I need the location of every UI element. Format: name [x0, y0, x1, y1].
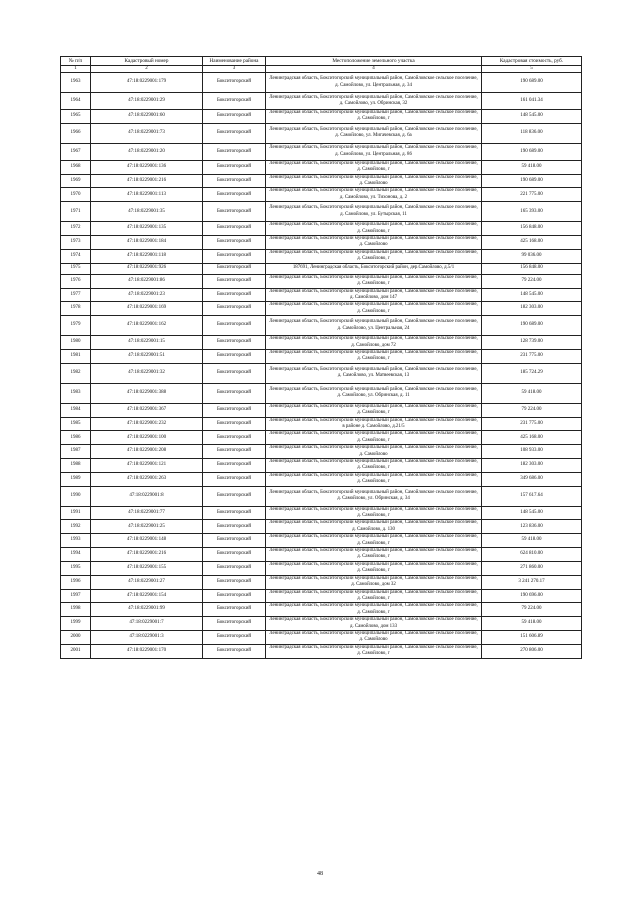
- district-name: Бокситогорский: [203, 236, 266, 250]
- district-name: Бокситогорский: [203, 263, 266, 274]
- land-location: Ленинградская область, Бокситогорский муниципальный район, Самойловское сельское поселение, д. Самойлово, г: [266, 534, 482, 548]
- row-number: 1988: [61, 459, 91, 473]
- row-number: 1968: [61, 160, 91, 174]
- row-number: 1972: [61, 222, 91, 236]
- cadastral-value: 156 848.00: [482, 222, 582, 236]
- table-row: [61, 506, 582, 520]
- table-row: [61, 630, 582, 644]
- land-location: Ленинградская область, Бокситогорский муниципальный район, Самойловское сельское поселение, д. Самойлово, г: [266, 110, 482, 124]
- table-row: [61, 417, 582, 431]
- cadastral-number: 47:18:0229001:162: [91, 316, 203, 336]
- cadastral-value: 182 303.00: [482, 459, 582, 473]
- land-location: Ленинградская область, Бокситогорский муниципальный район, Самойловское сельское поселение, д. Самойлово: [266, 174, 482, 188]
- cadastral-value: 99 036.00: [482, 249, 582, 263]
- row-number: 1969: [61, 174, 91, 188]
- row-number: 1967: [61, 143, 91, 160]
- cadastral-number: 47:18:0229001:25: [91, 520, 203, 534]
- table-row: [61, 143, 582, 160]
- cadastral-value: 118 836.00: [482, 123, 582, 143]
- row-number: 1997: [61, 589, 91, 603]
- land-location: Ленинградская область, Бокситогорский муниципальный район, Самойловское сельское поселение, д. Самойлово, ул. Мигачевская, д. 6а: [266, 123, 482, 143]
- cadastral-value: 270 806.00: [482, 644, 582, 658]
- cadastral-value: 79 224.00: [482, 603, 582, 617]
- table-row: [61, 302, 582, 316]
- cadastral-number: 47:18:0229001:73: [91, 123, 203, 143]
- cadastral-value: 425 168.00: [482, 236, 582, 250]
- table-row: [61, 288, 582, 302]
- row-number: 1963: [61, 73, 91, 93]
- land-location: Ленинградская область, Бокситогорский муниципальный район, Самойловское сельское поселение, д. Самойлово, г: [266, 589, 482, 603]
- land-location: Ленинградская область, Бокситогорский муниципальный район, Самойловское сельское поселение, д. Самойлово, г: [266, 644, 482, 658]
- cadastral-value: 425 168.00: [482, 431, 582, 445]
- land-location: Ленинградская область, Бокситогорский муниципальный район, Самойловское сельское поселение, д. Самойлово, ул. Тихонова, д. 2: [266, 188, 482, 202]
- row-number: 1992: [61, 520, 91, 534]
- row-number: 1964: [61, 93, 91, 110]
- land-location: Ленинградская область, Бокситогорский муниципальный район, Самойловское сельское поселение, д. Самойлово, г: [266, 603, 482, 617]
- cadastral-number: 47:18:0229001:926: [91, 263, 203, 274]
- cadastral-value: 190 696.00: [482, 589, 582, 603]
- table-row: [61, 274, 582, 288]
- cadastral-number: 47:18:0229001:77: [91, 506, 203, 520]
- row-number: 1996: [61, 575, 91, 589]
- cadastral-number: 47:18:0229001:60: [91, 110, 203, 124]
- cadastral-value: 157 617.64: [482, 486, 582, 506]
- cadastral-number: 47:18:0229001:8: [91, 486, 203, 506]
- cadastral-number: 47:18:0229001:29: [91, 93, 203, 110]
- cadastral-value: 123 836.00: [482, 520, 582, 534]
- cadastral-number: 47:18:0229001:51: [91, 349, 203, 363]
- district-name: Бокситогорский: [203, 93, 266, 110]
- district-name: Бокситогорский: [203, 520, 266, 534]
- cadastral-value: 151 606.89: [482, 630, 582, 644]
- row-number: 1973: [61, 236, 91, 250]
- district-name: Бокситогорский: [203, 383, 266, 403]
- land-location: Ленинградская область, Бокситогорский муниципальный район, Самойловское сельское поселение, д. Самойлово, д. 130: [266, 520, 482, 534]
- cadastral-value: 108 933.00: [482, 445, 582, 459]
- table-row: [61, 561, 582, 575]
- district-name: Бокситогорский: [203, 561, 266, 575]
- row-number: 1995: [61, 561, 91, 575]
- cadastral-number: 47:18:0229001:148: [91, 534, 203, 548]
- land-location: Ленинградская область, Бокситогорский муниципальный район, Самойловское сельское поселение, д. Самойлово: [266, 236, 482, 250]
- table-body: [61, 73, 582, 659]
- row-number: 1999: [61, 617, 91, 631]
- table-row: [61, 445, 582, 459]
- table-header: [61, 57, 582, 73]
- row-number: 1991: [61, 506, 91, 520]
- table-row: [61, 383, 582, 403]
- table-row: [61, 403, 582, 417]
- cadastral-value: 190 689.00: [482, 316, 582, 336]
- row-number: 2000: [61, 630, 91, 644]
- row-number: 1986: [61, 431, 91, 445]
- table-row: [61, 202, 582, 222]
- header-colnum-3: 3: [203, 66, 266, 73]
- district-name: Бокситогорский: [203, 603, 266, 617]
- cadastral-number: 47:18:0229001:86: [91, 274, 203, 288]
- row-number: 1970: [61, 188, 91, 202]
- cadastral-value: 3 241 270.17: [482, 575, 582, 589]
- land-location: Ленинградская область, Бокситогорский муниципальный район, Самойловское сельское поселение, д. Самойлово, г: [266, 160, 482, 174]
- table-row: [61, 174, 582, 188]
- table-row: [61, 110, 582, 124]
- header-cadastral: Кадастровый номер: [91, 57, 203, 66]
- district-name: Бокситогорский: [203, 349, 266, 363]
- row-number: 1984: [61, 403, 91, 417]
- row-number: 2001: [61, 644, 91, 658]
- district-name: Бокситогорский: [203, 548, 266, 562]
- district-name: Бокситогорский: [203, 486, 266, 506]
- land-location: Ленинградская область, Бокситогорский муниципальный район, Самойловское сельское поселение, д. Самойлово, ул. Обринская, д. 11: [266, 383, 482, 403]
- land-location: Ленинградская область, Бокситогорский муниципальный район, Самойловское сельское поселение, д. Самойлово, ул. Центральная, д. 86: [266, 143, 482, 160]
- district-name: Бокситогорский: [203, 630, 266, 644]
- table-row: [61, 222, 582, 236]
- cadastral-value: 221 775.00: [482, 188, 582, 202]
- cadastral-number: 47:18:0229001:100: [91, 431, 203, 445]
- table-row: [61, 316, 582, 336]
- district-name: Бокситогорский: [203, 472, 266, 486]
- district-name: Бокситогорский: [203, 417, 266, 431]
- cadastral-value: 624 810.00: [482, 548, 582, 562]
- header-location: Местоположение земельного участка: [266, 57, 482, 66]
- row-number: 1989: [61, 472, 91, 486]
- table-row: [61, 575, 582, 589]
- row-number: 1982: [61, 363, 91, 383]
- land-location: Ленинградская область, Бокситогорский муниципальный район, Самойловское сельское поселение, д. Самойлово, ул. Центральная, 24: [266, 316, 482, 336]
- row-number: 1977: [61, 288, 91, 302]
- table-row: [61, 363, 582, 383]
- cadastral-value: 349 686.00: [482, 472, 582, 486]
- cadastral-number: 47:18:0229001:121: [91, 459, 203, 473]
- district-name: Бокситогорский: [203, 249, 266, 263]
- cadastral-number: 47:18:0229001:113: [91, 188, 203, 202]
- land-location: Ленинградская область, Бокситогорский муниципальный район, Самойловское сельское поселение, д. Самойлово, г: [266, 403, 482, 417]
- cadastral-number: 47:18:0229001:118: [91, 249, 203, 263]
- table-row: [61, 349, 582, 363]
- land-location: Ленинградская область, Бокситогорский муниципальный район, Самойловское сельское поселение, д. Самойлово, г: [266, 506, 482, 520]
- district-name: Бокситогорский: [203, 123, 266, 143]
- land-location: Ленинградская область, Бокситогорский муниципальный район, Самойловское сельское поселение, д. Самойлово, ул. Обринская, д. 34: [266, 486, 482, 506]
- land-location: Ленинградская область, Бокситогорский муниципальный район, Самойловское сельское поселение, д. Самойлово, дом 72: [266, 336, 482, 350]
- header-colnum-2: 2: [91, 66, 203, 73]
- land-location: Ленинградская область, Бокситогорский муниципальный район, Самойловское сельское поселение, д. Самойлово, ул. Матвеевская, 13: [266, 363, 482, 383]
- district-name: Бокситогорский: [203, 288, 266, 302]
- cadastral-value: 79 224.00: [482, 403, 582, 417]
- district-name: Бокситогорский: [203, 445, 266, 459]
- cadastral-number: 47:18:0229001:27: [91, 575, 203, 589]
- land-location: Ленинградская область, Бокситогорский муниципальный район, Самойловское сельское поселение, д. Самойлово, дом 32: [266, 575, 482, 589]
- land-location: Ленинградская область, Бокситогорский муниципальный район, Самойловское сельское поселение, д. Самойлово, г: [266, 349, 482, 363]
- district-name: Бокситогорский: [203, 316, 266, 336]
- land-location: Ленинградская область, Бокситогорский муниципальный район, Самойловское сельское поселение, д. Самойлово, г: [266, 222, 482, 236]
- row-number: 1974: [61, 249, 91, 263]
- land-location: 187691, Ленинградская область, Бокситогорский район, дер.Самойлово, д.5/1: [266, 263, 482, 274]
- land-location: Ленинградская область, Бокситогорский муниципальный район, Самойловское сельское поселение, в районе д. Самойлово, д.21/5: [266, 417, 482, 431]
- district-name: Бокситогорский: [203, 644, 266, 658]
- district-name: Бокситогорский: [203, 202, 266, 222]
- district-name: Бокситогорский: [203, 363, 266, 383]
- table-row: [61, 534, 582, 548]
- header-colnum-4: 4: [266, 66, 482, 73]
- cadastral-number: 47:18:0229001:3: [91, 630, 203, 644]
- document-page: [60, 56, 581, 659]
- cadastral-number: 47:18:0229001:208: [91, 445, 203, 459]
- district-name: Бокситогорский: [203, 431, 266, 445]
- table-row: [61, 160, 582, 174]
- district-name: Бокситогорский: [203, 73, 266, 93]
- cadastral-number: 47:18:0229001:367: [91, 403, 203, 417]
- land-location: Ленинградская область, Бокситогорский муниципальный район, Самойловское сельское поселение, д. Самойлово, ул. Бутырская, 11: [266, 202, 482, 222]
- row-number: 1994: [61, 548, 91, 562]
- land-location: Ленинградская область, Бокситогорский муниципальный район, Самойловское сельское поселение, д. Самойлово, г: [266, 472, 482, 486]
- header-district: Наименование района: [203, 57, 266, 66]
- district-name: Бокситогорский: [203, 534, 266, 548]
- row-number: 1975: [61, 263, 91, 274]
- cadastral-number: 47:18:0229001:154: [91, 589, 203, 603]
- district-name: Бокситогорский: [203, 222, 266, 236]
- cadastral-number: 47:18:0229001:7: [91, 617, 203, 631]
- land-location: Ленинградская область, Бокситогорский муниципальный район, Самойловское сельское поселение, д. Самойлово: [266, 630, 482, 644]
- row-number: 1985: [61, 417, 91, 431]
- land-location: Ленинградская область, Бокситогорский муниципальный район, Самойловское сельское поселение, д. Самойлово, г: [266, 274, 482, 288]
- header-value: Кадастровая стоимость, руб.: [482, 57, 582, 66]
- row-number: 1971: [61, 202, 91, 222]
- cadastral-value: 59 418.00: [482, 160, 582, 174]
- table-row: [61, 123, 582, 143]
- cadastral-value: 271 860.00: [482, 561, 582, 575]
- cadastral-table: [60, 56, 582, 659]
- cadastral-number: 47:18:0229001:263: [91, 472, 203, 486]
- district-name: Бокситогорский: [203, 188, 266, 202]
- table-row: [61, 520, 582, 534]
- table-row: [61, 249, 582, 263]
- row-number: 1998: [61, 603, 91, 617]
- row-number: 1976: [61, 274, 91, 288]
- cadastral-value: 59 418.00: [482, 617, 582, 631]
- row-number: 1987: [61, 445, 91, 459]
- cadastral-number: 47:18:0229001:216: [91, 548, 203, 562]
- row-number: 1980: [61, 336, 91, 350]
- district-name: Бокситогорский: [203, 174, 266, 188]
- table-row: [61, 617, 582, 631]
- cadastral-value: 190 689.00: [482, 73, 582, 93]
- table-row: [61, 73, 582, 93]
- row-number: 1981: [61, 349, 91, 363]
- row-number: 1990: [61, 486, 91, 506]
- cadastral-value: 79 224.00: [482, 274, 582, 288]
- cadastral-value: 190 689.00: [482, 143, 582, 160]
- header-colnum-5: 5: [482, 66, 582, 73]
- table-row: [61, 263, 582, 274]
- cadastral-number: 47:18:0229001:20: [91, 143, 203, 160]
- cadastral-number: 47:18:0229001:23: [91, 288, 203, 302]
- cadastral-value: 156 848.00: [482, 263, 582, 274]
- land-location: Ленинградская область, Бокситогорский муниципальный район, Самойловское сельское поселение, д. Самойлово, г: [266, 459, 482, 473]
- row-number: 1966: [61, 123, 91, 143]
- table-row: [61, 589, 582, 603]
- cadastral-number: 47:18:0229001:99: [91, 603, 203, 617]
- row-number: 1993: [61, 534, 91, 548]
- cadastral-number: 47:18:0229001:170: [91, 644, 203, 658]
- row-number: 1983: [61, 383, 91, 403]
- cadastral-number: 47:18:0229001:184: [91, 236, 203, 250]
- row-number: 1965: [61, 110, 91, 124]
- cadastral-number: 47:18:0229001:135: [91, 222, 203, 236]
- table-row: [61, 548, 582, 562]
- land-location: Ленинградская область, Бокситогорский муниципальный район, Самойловское сельское поселение, д. Самойлово, ул. Центральная, д. 34: [266, 73, 482, 93]
- table-row: [61, 188, 582, 202]
- header-colnum-1: 1: [61, 66, 91, 73]
- district-name: Бокситогорский: [203, 403, 266, 417]
- cadastral-value: 148 545.00: [482, 288, 582, 302]
- table-row: [61, 603, 582, 617]
- table-row: [61, 236, 582, 250]
- table-row: [61, 472, 582, 486]
- land-location: Ленинградская область, Бокситогорский муниципальный район, Самойловское сельское поселение, д. Самойлово, г: [266, 249, 482, 263]
- cadastral-number: 47:18:0229001:216: [91, 174, 203, 188]
- land-location: Ленинградская область, Бокситогорский муниципальный район, Самойловское сельское поселение, д. Самойлово, г: [266, 561, 482, 575]
- row-number: 1979: [61, 316, 91, 336]
- district-name: Бокситогорский: [203, 160, 266, 174]
- table-row: [61, 336, 582, 350]
- table-row: [61, 431, 582, 445]
- cadastral-value: 59 418.00: [482, 383, 582, 403]
- district-name: Бокситогорский: [203, 459, 266, 473]
- table-row: [61, 644, 582, 658]
- district-name: Бокситогорский: [203, 143, 266, 160]
- cadastral-value: 165 393.00: [482, 202, 582, 222]
- land-location: Ленинградская область, Бокситогорский муниципальный район, Самойловское сельское поселение, д. Самойлово, ул. Обринская, 32: [266, 93, 482, 110]
- table-row: [61, 486, 582, 506]
- district-name: Бокситогорский: [203, 302, 266, 316]
- district-name: Бокситогорский: [203, 110, 266, 124]
- cadastral-number: 47:18:0229001:155: [91, 561, 203, 575]
- page-number: 48: [317, 871, 323, 877]
- cadastral-value: 161 041.34: [482, 93, 582, 110]
- district-name: Бокситогорский: [203, 274, 266, 288]
- cadastral-value: 231 775.00: [482, 417, 582, 431]
- table-row: [61, 459, 582, 473]
- cadastral-number: 47:18:0229001:179: [91, 73, 203, 93]
- cadastral-value: 231 775.00: [482, 349, 582, 363]
- row-number: 1978: [61, 302, 91, 316]
- land-location: Ленинградская область, Бокситогорский муниципальный район, Самойловское сельское поселение, д. Самойлово, дом 133: [266, 617, 482, 631]
- table-row: [61, 93, 582, 110]
- cadastral-number: 47:18:0229001:35: [91, 202, 203, 222]
- cadastral-value: 185 724.29: [482, 363, 582, 383]
- district-name: Бокситогорский: [203, 336, 266, 350]
- land-location: Ленинградская область, Бокситогорский муниципальный район, Самойловское сельское поселение, д. Самойлово, г: [266, 302, 482, 316]
- cadastral-value: 59 418.00: [482, 534, 582, 548]
- cadastral-value: 182 303.00: [482, 302, 582, 316]
- cadastral-number: 47:18:0229001:15: [91, 336, 203, 350]
- land-location: Ленинградская область, Бокситогорский муниципальный район, Самойловское сельское поселение, д. Самойлово, г: [266, 431, 482, 445]
- cadastral-value: 128 739.00: [482, 336, 582, 350]
- cadastral-number: 47:18:0229001:136: [91, 160, 203, 174]
- header-num: № п/п: [61, 57, 91, 66]
- land-location: Ленинградская область, Бокситогорский муниципальный район, Самойловское сельское поселение, д. Самойлово, дом 147: [266, 288, 482, 302]
- cadastral-number: 47:18:0229001:169: [91, 302, 203, 316]
- cadastral-value: 148 545.00: [482, 506, 582, 520]
- district-name: Бокситогорский: [203, 575, 266, 589]
- cadastral-value: 190 689.00: [482, 174, 582, 188]
- district-name: Бокситогорский: [203, 589, 266, 603]
- land-location: Ленинградская область, Бокситогорский муниципальный район, Самойловское сельское поселение, д. Самойлово: [266, 445, 482, 459]
- cadastral-number: 47:18:0229001:232: [91, 417, 203, 431]
- district-name: Бокситогорский: [203, 617, 266, 631]
- land-location: Ленинградская область, Бокситогорский муниципальный район, Самойловское сельское поселение, д. Самойлово, г: [266, 548, 482, 562]
- cadastral-number: 47:18:0229001:32: [91, 363, 203, 383]
- cadastral-number: 47:18:0229001:388: [91, 383, 203, 403]
- district-name: Бокситогорский: [203, 506, 266, 520]
- cadastral-value: 148 545.00: [482, 110, 582, 124]
